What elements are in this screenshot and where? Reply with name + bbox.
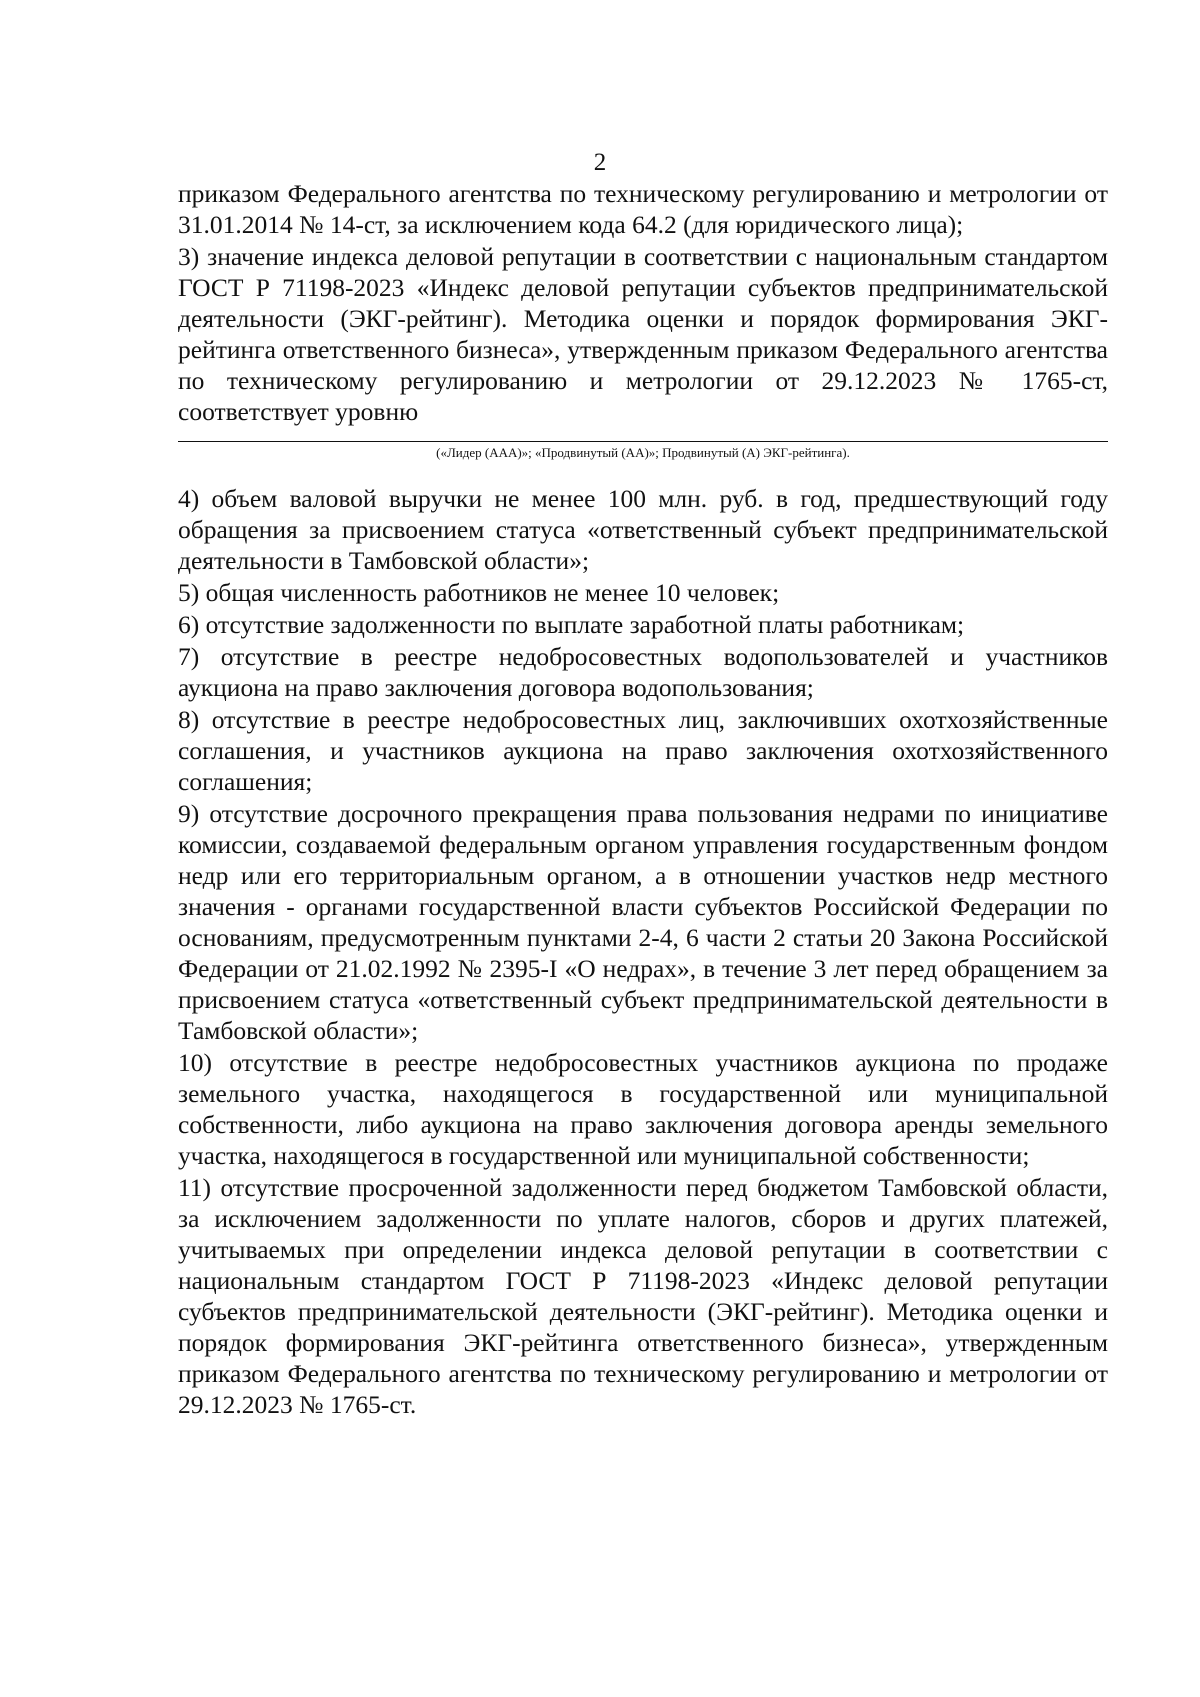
paragraph-item-8: 8) отсутствие в реестре недобросовестных лиц, заключивших охотхозяйственные соглашения, и участников аукциона на право заключения охотхозяйственного соглашения;: [178, 705, 1108, 796]
paragraph-item-11: 11) отсутствие просроченной задолженности перед бюджетом Тамбовской области, за исключением задолженности по уплате налогов, сборов и других платежей, учитываемых при определении индекса деловой репутации в соответствии с национальным стандартом ГОСТ Р 71198-2023 «Индекс деловой репутации субъектов предпринимательской деятельности (ЭКГ-рейтинг). Методика оценки и порядок формирования ЭКГ-рейтинга ответственного бизнеса», утвержденным приказом Федерального агентства по техническому регулированию и метрологии от 29.12.2023 № 1765-ст.: [178, 1173, 1108, 1419]
paragraph-item-5: 5) общая численность работников не менее 10 человек;: [178, 578, 780, 607]
paragraph-item-10: 10) отсутствие в реестре недобросовестных участников аукциона по продаже земельного участка, находящегося в государственной или муниципальной собственности, либо аукциона на право заключения договора аренды земельного участка, находящегося в государственной или муниципальной собственности;: [178, 1048, 1108, 1170]
paragraph-item-6: 6) отсутствие задолженности по выплате заработной платы работникам;: [178, 610, 965, 639]
document-body: [178, 178, 1108, 1421]
blank-hint: («Лидер (ААА)»; «Продвинутый (АА)»; Продвинутый (А) ЭКГ-рейтинга).: [436, 445, 850, 460]
paragraph-item-3: 3) значение индекса деловой репутации в соответствии с национальным стандартом ГОСТ Р 71198-2023 «Индекс деловой репутации субъектов предпринимательской деятельности (ЭКГ-рейтинг). Методика оценки и порядок формирования ЭКГ-рейтинга ответственного бизнеса», утвержденным приказом Федерального агентства по техническому регулированию и метрологии от 29.12.2023 № 1765-ст, соответствует уровню: [178, 242, 1108, 426]
blank-underline: [178, 441, 1108, 442]
paragraph-item-7: 7) отсутствие в реестре недобросовестных водопользователей и участников аукциона на право заключения договора водопользования;: [178, 642, 1108, 702]
paragraph-item-9: 9) отсутствие досрочного прекращения права пользования недрами по инициативе комиссии, создаваемой федеральным органом управления государственным фондом недр или его территориальным органом, а в отношении участков недр местного значения - органами государственной власти субъектов Российской Федерации по основаниям, предусмотренным пунктами 2-4, 6 части 2 статьи 20 Закона Российской Федерации от 21.02.1992 № 2395-I «О недрах», в течение 3 лет перед обращением за присвоением статуса «ответственный субъект предпринимательской деятельности в Тамбовской области»;: [178, 799, 1108, 1045]
paragraph-item-4: 4) объем валовой выручки не менее 100 млн. руб. в год, предшествующий году обращения за присвоением статуса «ответственный субъект предпринимательской деятельности в Тамбовской области»;: [178, 484, 1108, 575]
paragraph-continuation: приказом Федерального агентства по техническому регулированию и метрологии от 31.01.2014 № 14-ст, за исключением кода 64.2 (для юридического лица);: [178, 179, 1108, 239]
fill-in-blank: [178, 441, 1108, 481]
page-number: 2: [593, 149, 607, 176]
